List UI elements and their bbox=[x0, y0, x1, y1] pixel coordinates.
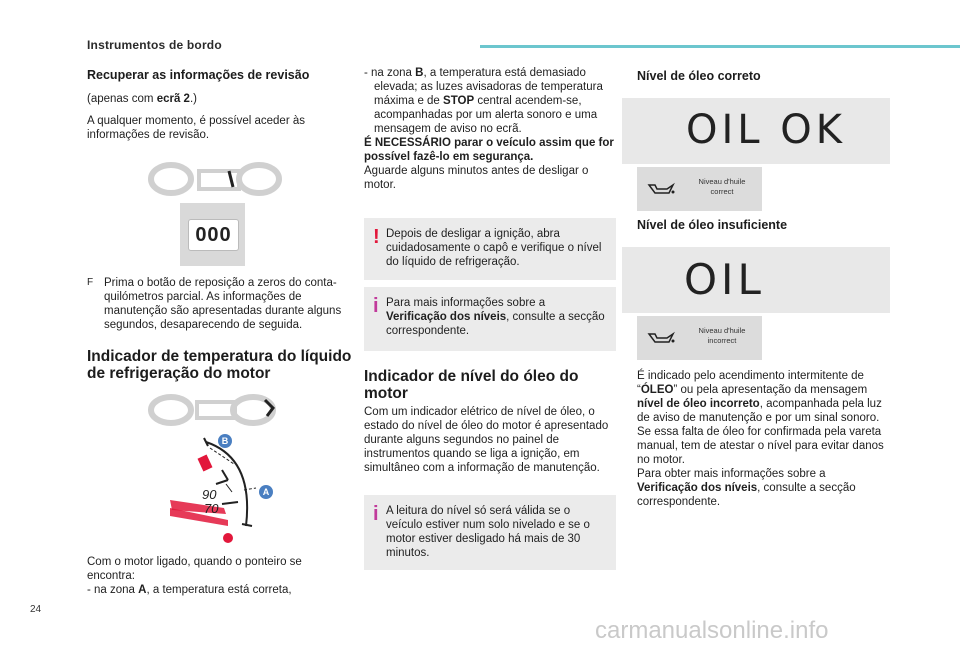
zone-b-bold: B bbox=[415, 67, 424, 79]
oil-low-p3 bbox=[637, 467, 887, 509]
reset-instruction bbox=[87, 276, 347, 332]
zone-b-text bbox=[364, 66, 616, 136]
oil-can-icon bbox=[647, 181, 675, 195]
odometer-display: 000 bbox=[188, 219, 239, 251]
header-accent-bar bbox=[480, 45, 960, 48]
oil-low-p3-post: , consulte a secção correspondente. bbox=[637, 482, 856, 508]
section-heading-coolant: Indicador de temperatura do líquido de refrigeração do motor bbox=[87, 348, 352, 382]
oil-low-p1-bold2: nível de óleo incorreto bbox=[637, 398, 760, 410]
info-reading-text: A leitura do nível só será válida se o veículo estiver num solo nivelado e se o motor estiver desligado há mais de 30 minutos. bbox=[386, 505, 590, 559]
info-levels-text bbox=[386, 296, 608, 338]
zone-a-pre: - na zona bbox=[87, 584, 139, 596]
oil-low-p2: Se essa falta de óleo for confirmada pela vareta manual, tem de atestar o nível para evitar danos no motor. bbox=[637, 426, 884, 466]
display-screen-panel bbox=[180, 203, 245, 266]
oil-low-p1 bbox=[637, 369, 887, 425]
oil-ok-heading-wrap bbox=[637, 69, 887, 93]
zone-a-bold: A bbox=[138, 584, 147, 596]
info-box-levels bbox=[364, 287, 616, 351]
section-heading-oil-low: Nível de óleo insuficiente bbox=[637, 218, 788, 232]
stop-warning-bold: É NECESSÁRIO parar o veículo assim que for possível fazê-lo em segurança. bbox=[364, 137, 614, 163]
screen-note-pre: (apenas com bbox=[87, 93, 157, 105]
oil-low-display-panel bbox=[622, 247, 890, 313]
coolant-text bbox=[87, 555, 347, 597]
info-levels-post: , consulte a secção correspondente. bbox=[386, 311, 605, 337]
info-levels-pre: Para mais informações sobre a bbox=[386, 297, 546, 309]
oil-low-text bbox=[637, 369, 887, 509]
gauge-label-90: 90 bbox=[202, 487, 217, 502]
oil-low-p3-pre: Para obter mais informações sobre a bbox=[637, 468, 826, 480]
oil-ok-message: Niveau d'huile correct bbox=[698, 177, 746, 196]
oil-can-icon-2 bbox=[647, 330, 675, 344]
screen-note-bold: ecrã 2 bbox=[156, 93, 190, 105]
column-2 bbox=[364, 66, 616, 192]
page-number: 24 bbox=[30, 604, 42, 615]
section-heading-oil-ok: Nível de óleo correto bbox=[637, 69, 761, 83]
oil-description bbox=[364, 405, 616, 475]
instrument-cluster-illustration-2 bbox=[147, 392, 279, 428]
zone-a-post: , a temperatura está correta, bbox=[146, 584, 292, 596]
coolant-heading-wrap bbox=[87, 348, 357, 382]
screen-note bbox=[87, 92, 347, 106]
oil-low-message: Niveau d'huile incorrect bbox=[698, 326, 746, 345]
section-heading-oil: Indicador de nível do óleo do motor bbox=[364, 368, 579, 402]
oil-ok-message-panel bbox=[637, 167, 762, 211]
oil-heading-wrap bbox=[364, 368, 616, 402]
warning-icon: ! bbox=[373, 226, 380, 248]
watermark: carmanualsonline.info bbox=[595, 617, 829, 644]
oil-description-text: Com um indicador elétrico de nível de óleo, o estado do nível de óleo do motor é apresentado durante alguns segundos no painel de instrumentos quando se liga a ignição, em simultâneo com a informação de manutenção. bbox=[364, 406, 609, 474]
coolant-intro: Com o motor ligado, quando o ponteiro se encontra: bbox=[87, 556, 302, 582]
revision-intro: A qualquer momento, é possível aceder às informações de revisão. bbox=[87, 115, 305, 141]
info-icon-2: i bbox=[373, 503, 379, 525]
page-header-title: Instrumentos de bordo bbox=[87, 38, 222, 52]
warning-text: Depois de desligar a ignição, abra cuidadosamente o capô e verifique o nível do líquido de refrigeração. bbox=[386, 228, 602, 268]
zone-b-mid: , a temperatura está demasiado elevada; as luzes avisadoras de temperatura máxima e de bbox=[374, 67, 603, 107]
oil-low-p1-pre: É indicado pelo acendimento intermitente de “ bbox=[637, 370, 864, 396]
oil-low-p1-bold: ÓLEO bbox=[640, 384, 674, 396]
info-icon: i bbox=[373, 295, 379, 317]
stop-warning bbox=[364, 136, 616, 164]
reset-bullet-text: Prima o botão de reposição a zeros do conta-quilómetros parcial. As informações de manutenção são apresentadas durante alguns segundos, desaparecendo de seguida. bbox=[104, 277, 342, 331]
screen-note-post: .) bbox=[189, 93, 197, 105]
zone-b-pre: - na zona bbox=[364, 67, 416, 79]
oil-ok-display: OIL OK bbox=[686, 107, 846, 153]
zone-b-post: central acendem-se, acompanhadas por um alerta sonoro e uma mensagem de aviso no ecrã. bbox=[374, 95, 598, 135]
bullet-marker: F bbox=[87, 277, 94, 288]
oil-low-p1-post: , acompanhada pela luz de aviso de manutenção e por um sinal sonoro. bbox=[637, 398, 882, 424]
zone-b-badge: B bbox=[218, 434, 232, 448]
oil-low-display: OIL bbox=[684, 255, 765, 304]
oil-low-p3-bold: Verificação dos níveis bbox=[637, 482, 758, 494]
oil-low-message-panel bbox=[637, 316, 762, 360]
gauge-label-70: 70 bbox=[204, 501, 219, 516]
zone-b-stop: STOP bbox=[443, 95, 475, 107]
oil-ok-display-panel bbox=[622, 98, 890, 164]
instrument-cluster-illustration bbox=[147, 159, 287, 199]
reset-bullet bbox=[87, 276, 347, 332]
column-1 bbox=[87, 68, 347, 142]
info-levels-bold: Verificação dos níveis bbox=[386, 311, 507, 323]
info-box-reading bbox=[364, 495, 616, 570]
zone-a-badge: A bbox=[259, 485, 273, 499]
warning-box bbox=[364, 218, 616, 280]
zone-a-text bbox=[87, 583, 347, 597]
section-heading-revision: Recuperar as informações de revisão bbox=[87, 68, 310, 82]
oil-low-heading-wrap bbox=[637, 218, 887, 242]
oil-low-p1-mid: ” ou pela apresentação da mensagem bbox=[673, 384, 868, 396]
wait-text: Aguarde alguns minutos antes de desligar o motor. bbox=[364, 165, 589, 191]
